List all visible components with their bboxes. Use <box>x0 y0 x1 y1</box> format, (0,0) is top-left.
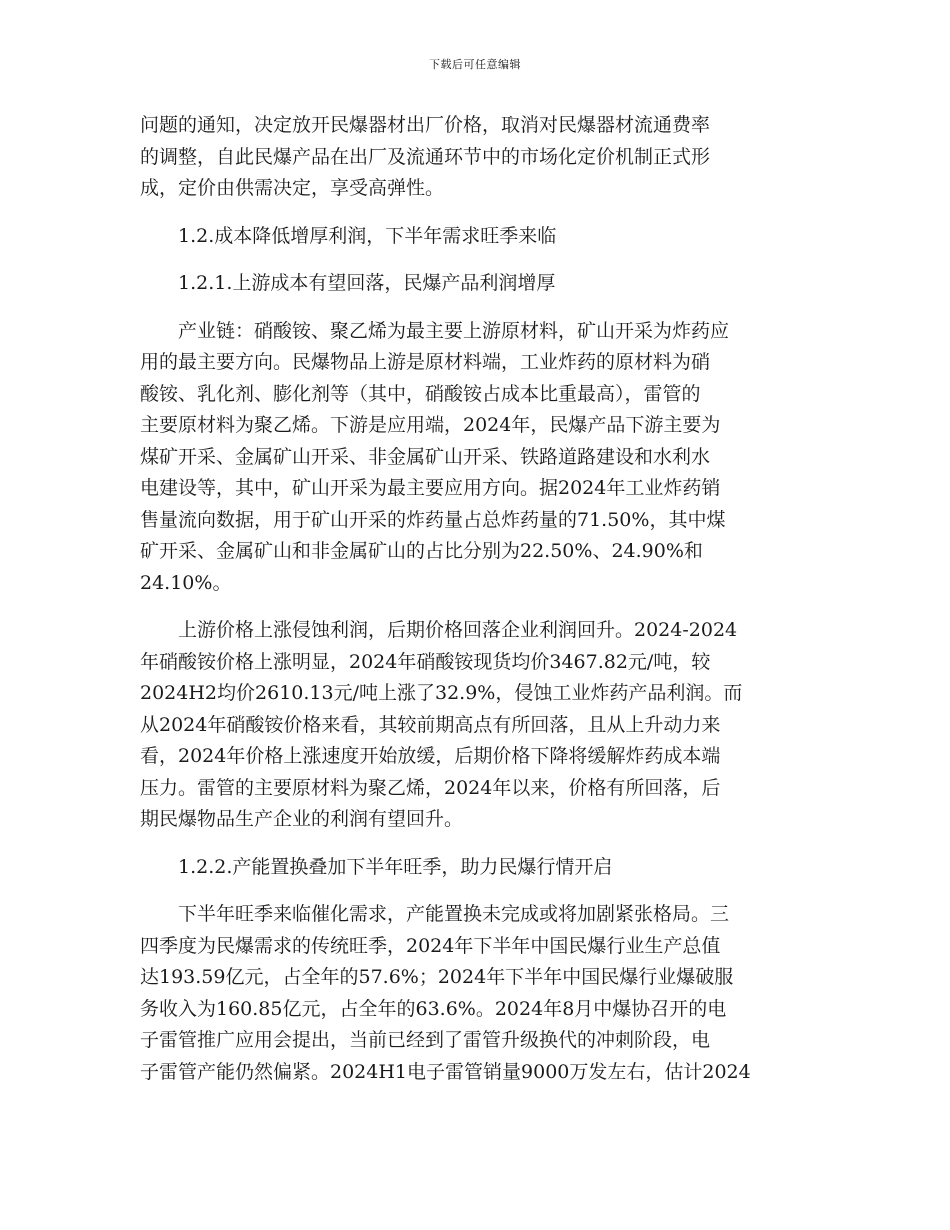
text-line: 电建设等，其中，矿山开采为最主要应用方向。据2024年工业炸药销 <box>140 477 721 499</box>
document-body <box>140 110 812 1104</box>
text-line: 产业链：硝酸铵、聚乙烯为最主要上游原材料，矿山开采为炸药应 <box>178 319 730 342</box>
text-line: 用的最主要方向。民爆物品上游是原材料端，工业炸药的原材料为硝 <box>140 351 711 373</box>
text-line: 务收入为160.85亿元，占全年的63.6%。2024年8月中爆协召开的电 <box>140 997 727 1020</box>
text-line: 年硝酸铵价格上涨明显，2024年硝酸铵现货均价3467.82元/吨，较 <box>140 650 711 673</box>
paragraph <box>140 316 812 600</box>
text-line: 煤矿开采、金属矿山开采、非金属矿山开采、铁路道路建设和水利水 <box>140 445 711 468</box>
subsection-heading: 1.2.2.产能置换叠加下半年旺季，助力民爆行情开启 <box>178 855 613 878</box>
paragraph <box>140 110 812 205</box>
text-line: 从2024年硝酸铵价格来看，其较前期高点有所回落，且从上升动力来 <box>140 713 721 736</box>
text-line: 问题的通知，决定放开民爆器材出厂价格，取消对民爆器材流通费率 <box>140 114 711 136</box>
text-line: 达193.59亿元，占全年的57.6%；2024年下半年中国民爆行业爆破服 <box>140 966 734 988</box>
text-line: 子雷管推广应用会提出，当前已经到了雷管升级换代的冲刺阶段，电 <box>140 1029 711 1051</box>
text-line: 看，2024年价格上涨速度开始放缓，后期价格下降将缓解炸药成本端 <box>140 745 721 767</box>
page-header: 下载后可任意编辑 <box>429 58 521 71</box>
text-line: 矿开采、金属矿山和非金属矿山的占比分别为22.50%、24.90%和 <box>140 540 703 562</box>
text-line: 子雷管产能仍然偏紧。2024H1电子雷管销量9000万发左右，估计2024 <box>140 1060 751 1083</box>
text-line: 下半年旺季来临催化需求，产能置换未完成或将加剧紧张格局。三 <box>178 903 730 925</box>
text-line: 主要原材料为聚乙烯。下游是应用端，2024年，民爆产品下游主要为 <box>140 414 721 436</box>
text-line: 上游价格上涨侵蚀利润，后期价格回落企业利润回升。2024-2024 <box>178 619 738 641</box>
text-line: 酸铵、乳化剂、膨化剂等（其中，硝酸铵占成本比重最高），雷管的 <box>140 382 701 405</box>
text-line: 售量流向数据，用于矿山开采的炸药量占总炸药量的71.50%，其中煤 <box>140 508 726 531</box>
subsection-heading: 1.2.1.上游成本有望回落，民爆产品利润增厚 <box>178 272 556 294</box>
text-line: 24.10%。 <box>140 571 232 594</box>
text-line: 四季度为民爆需求的传统旺季，2024年下半年中国民爆行业生产总值 <box>140 934 721 957</box>
text-line: 的调整，自此民爆产品在出厂及流通环节中的市场化定价机制正式形 <box>140 145 711 168</box>
section-heading: 1.2.成本降低增厚利润，下半年需求旺季来临 <box>178 224 557 247</box>
text-line: 成，定价由供需决定，享受高弹性。 <box>140 177 445 199</box>
paragraph <box>140 899 812 1088</box>
text-line: 期民爆物品生产企业的利润有望回升。 <box>140 808 464 830</box>
text-line: 2024H2均价2610.13元/吨上涨了32.9%，侵蚀工业炸药产品利润。而 <box>140 682 743 704</box>
paragraph <box>140 615 812 836</box>
text-line: 压力。雷管的主要原材料为聚乙烯，2024年以来，价格有所回落，后 <box>140 776 721 799</box>
